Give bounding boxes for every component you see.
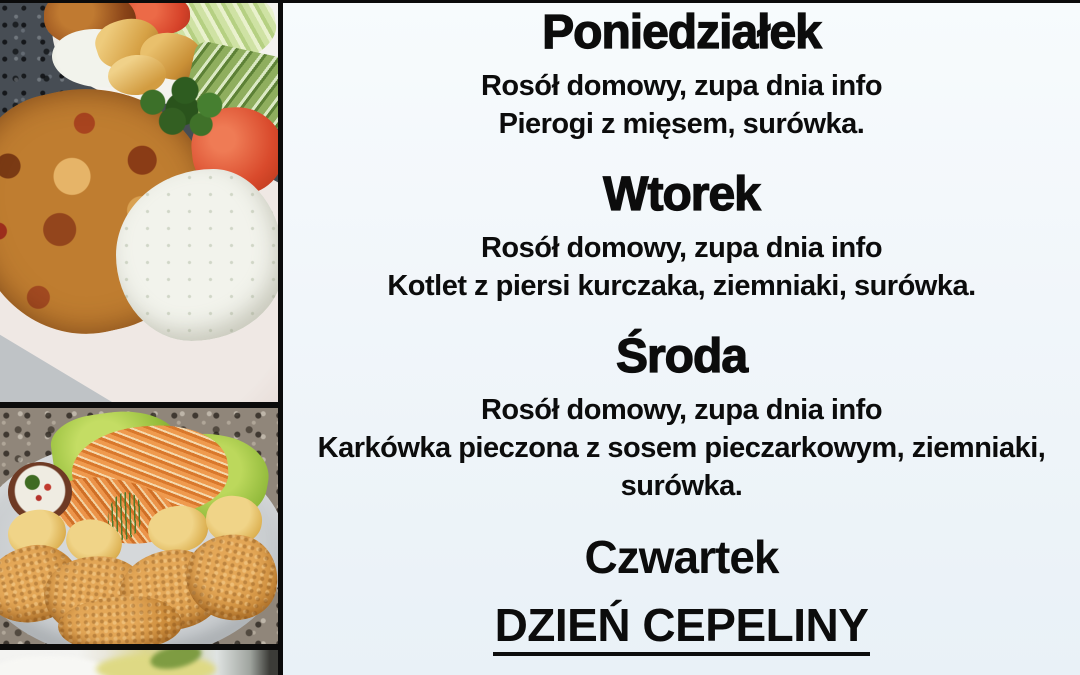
soup-line-tuesday: Rosół domowy, zupa dnia info: [480, 232, 883, 264]
day-heading-monday: Poniedziałek: [542, 6, 821, 59]
main-dish-line-tuesday: Kotlet z piersi kurczaka, ziemniaki, surówka.: [387, 270, 976, 302]
menu-panel: [283, 3, 1080, 675]
day-section-tuesday: [291, 167, 1072, 305]
special-day-line: [291, 599, 1072, 651]
plate-edge: [0, 656, 110, 675]
day-section-monday: [291, 5, 1072, 143]
soup-line-monday: Rosół domowy, zupa dnia info: [480, 70, 883, 102]
day-heading-wednesday: Środa: [615, 330, 748, 383]
main-dish-line-monday: Pierogi z mięsem, surówka.: [498, 108, 865, 140]
day-heading-thursday: Czwartek: [584, 531, 779, 583]
photo-breaded-chicken-plate: [0, 408, 278, 644]
special-day-text: DZIEŃ CEPELINY: [493, 599, 871, 656]
photo-casserole-plate: [0, 3, 278, 402]
photo-dumpling-plate-sliver: [0, 650, 278, 675]
photo-column: [0, 3, 283, 675]
day-section-thursday: [291, 529, 1072, 651]
day-heading-tuesday: Wtorek: [603, 168, 760, 221]
soup-line-wednesday: Rosół domowy, zupa dnia info: [480, 394, 883, 426]
main-dish-line-wednesday: Karkówka pieczona z sosem pieczarkowym, ziemniaki, surówka.: [317, 432, 1046, 502]
day-section-wednesday: [291, 329, 1072, 505]
